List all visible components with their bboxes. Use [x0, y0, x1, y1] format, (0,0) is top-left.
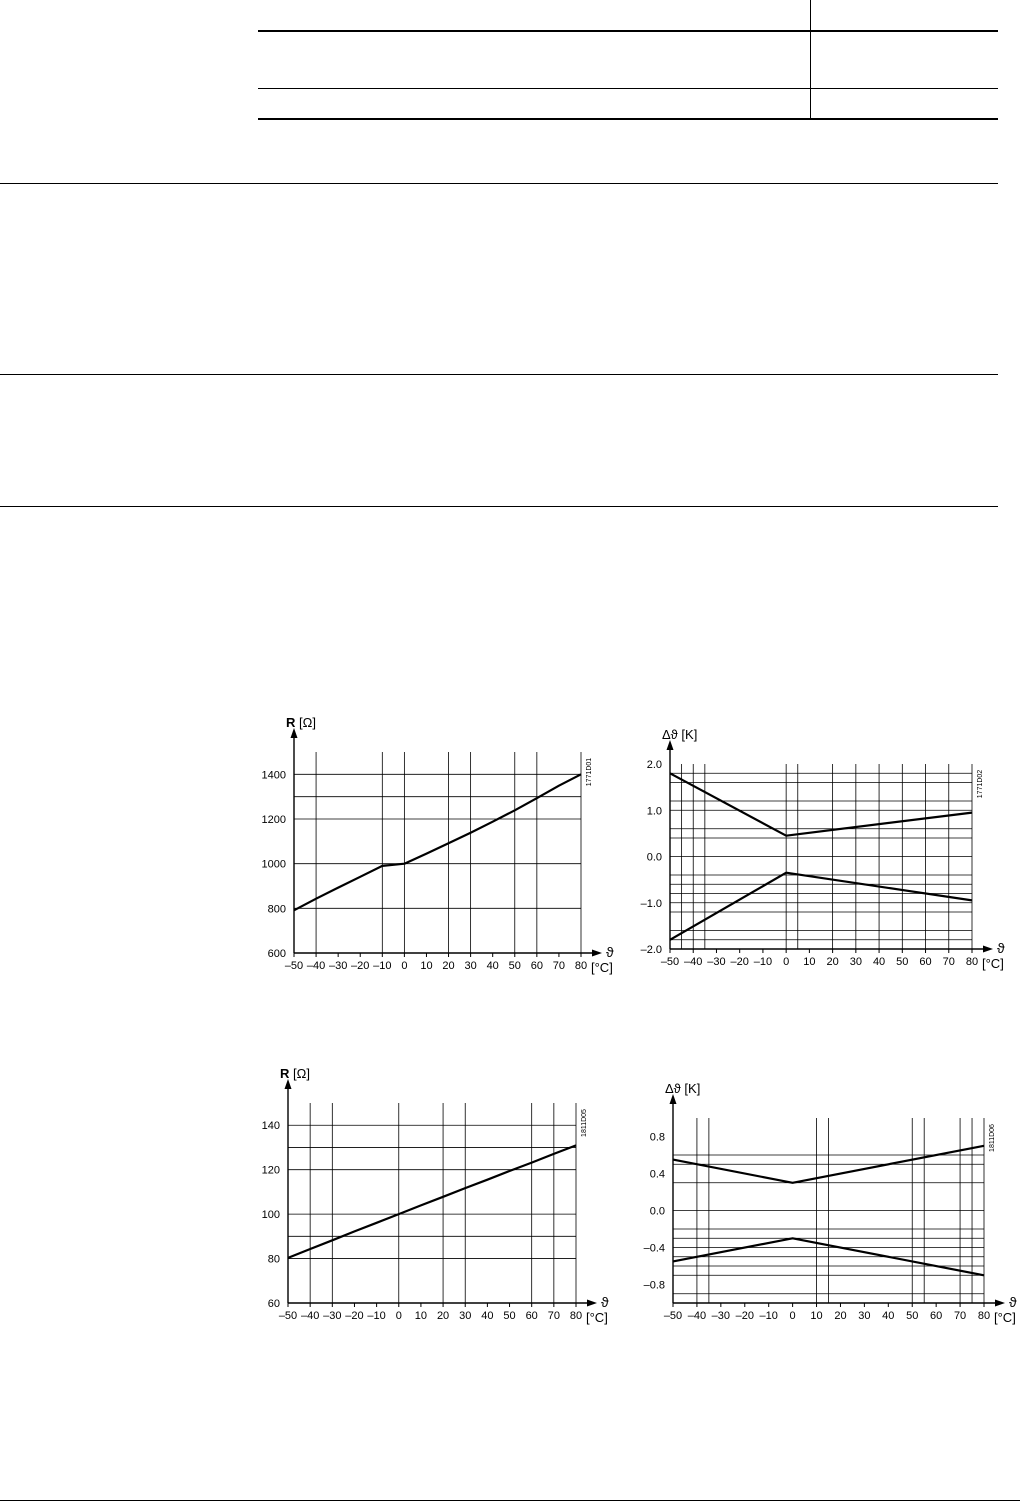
x-tick-label: –10 — [367, 1310, 386, 1322]
x-tick-label: –40 — [684, 956, 703, 968]
x-tick-label: 0 — [401, 960, 408, 972]
x-tick-label: 30 — [849, 956, 862, 968]
y-tick-label: 1.0 — [646, 805, 662, 818]
x-tick-label: 40 — [882, 1310, 895, 1322]
section-divider-2 — [0, 374, 998, 375]
x-tick-label: –40 — [306, 960, 326, 972]
y-tick-label: 140 — [261, 1120, 280, 1133]
x-tick-label: 0 — [395, 1310, 402, 1322]
figure-code: 1771D02 — [977, 769, 984, 799]
x-tick-label: 30 — [858, 1310, 871, 1322]
x-tick-label: 10 — [420, 960, 433, 972]
x-tick-label: –50 — [284, 960, 304, 972]
y-tick-label: 800 — [267, 903, 286, 916]
figure-code: 1811D06 — [989, 1124, 996, 1152]
x-tick-label: –20 — [345, 1310, 364, 1322]
x-tick-label: 80 — [569, 1310, 583, 1322]
y-tick-label: 600 — [267, 948, 286, 960]
x-tick-label: 0 — [783, 956, 790, 968]
x-tick-label: 60 — [530, 960, 543, 972]
x-tick-label: 60 — [919, 956, 932, 968]
x-tick-label: 70 — [547, 1310, 560, 1322]
figure-code: 1771D01 — [586, 757, 593, 787]
resistance-chart-ni1000 — [250, 710, 620, 980]
y-axis-label: Δϑ [K] — [662, 727, 698, 742]
x-tick-label: –20 — [351, 960, 370, 972]
x-tick-label: 80 — [965, 956, 979, 968]
series-line-2 — [670, 873, 972, 940]
x-tick-label: –30 — [707, 956, 726, 968]
y-tick-label: 0.8 — [649, 1131, 665, 1144]
x-tick-label: 20 — [834, 1310, 847, 1322]
y-tick-label: –0.4 — [643, 1242, 665, 1255]
table-vertical-divider — [810, 0, 811, 120]
page-footer-rule — [0, 1500, 1020, 1501]
x-tick-label: –20 — [735, 1310, 754, 1322]
x-tick-label: 40 — [481, 1310, 494, 1322]
y-tick-label: 1400 — [261, 769, 286, 782]
x-tick-label: 30 — [459, 1310, 472, 1322]
x-tick-label: 50 — [896, 956, 909, 968]
x-axis-unit: [°C] — [994, 1310, 1016, 1325]
y-tick-label: 1000 — [261, 858, 286, 871]
x-axis-arrow — [592, 950, 602, 957]
x-tick-label: 60 — [930, 1310, 943, 1322]
figure-code: 1811D05 — [581, 1109, 588, 1137]
y-tick-label: 120 — [261, 1164, 280, 1177]
y-axis-label: R [Ω] — [286, 715, 316, 730]
x-tick-label: –10 — [753, 956, 773, 968]
x-tick-label: 20 — [442, 960, 455, 972]
tolerance-chart-ni1000 — [620, 720, 1010, 982]
x-tick-label: 10 — [803, 956, 816, 968]
x-tick-label: 40 — [486, 960, 499, 972]
x-tick-label: 60 — [525, 1310, 538, 1322]
x-axis-arrow — [587, 1300, 597, 1307]
y-tick-label: 0.0 — [649, 1205, 665, 1218]
x-axis-arrow — [983, 946, 993, 953]
x-tick-label: 50 — [503, 1310, 516, 1322]
series-line-1 — [294, 774, 581, 910]
x-axis-symbol: ϑ — [606, 944, 614, 960]
y-axis-label: R [Ω] — [280, 1066, 310, 1081]
y-tick-label: 1200 — [261, 814, 286, 826]
x-tick-label: 50 — [508, 960, 521, 972]
x-tick-label: –30 — [328, 960, 348, 972]
x-tick-label: –30 — [711, 1310, 731, 1322]
y-tick-label: 0.4 — [649, 1168, 665, 1181]
x-tick-label: 30 — [464, 960, 477, 972]
x-tick-label: 10 — [414, 1310, 428, 1322]
x-tick-label: 70 — [942, 956, 955, 968]
series-line-1 — [288, 1145, 576, 1258]
x-tick-label: 0 — [789, 1310, 796, 1322]
x-tick-label: –20 — [730, 956, 749, 968]
x-tick-label: 80 — [574, 960, 588, 972]
y-tick-label: 100 — [261, 1209, 280, 1222]
x-tick-label: 40 — [872, 956, 886, 968]
x-axis-symbol: ϑ — [1009, 1294, 1017, 1310]
x-tick-label: –50 — [663, 1310, 683, 1322]
x-tick-label: –30 — [323, 1310, 342, 1322]
y-tick-label: –0.8 — [643, 1279, 665, 1292]
x-tick-label: –50 — [660, 956, 680, 968]
x-axis-arrow — [995, 1300, 1005, 1307]
y-tick-label: 80 — [267, 1253, 280, 1266]
section-divider-1 — [0, 183, 998, 184]
table-rule-bottom — [258, 118, 998, 120]
y-tick-label: –1.0 — [640, 897, 662, 910]
x-axis-unit: [°C] — [591, 960, 613, 975]
section-divider-3 — [0, 506, 998, 507]
table-rule-middle — [258, 88, 998, 89]
x-tick-label: 10 — [810, 1310, 823, 1322]
x-tick-label: 20 — [436, 1310, 450, 1322]
y-axis-label: Δϑ [K] — [665, 1081, 701, 1096]
x-tick-label: –40 — [300, 1310, 320, 1322]
y-tick-label: 2.0 — [646, 759, 662, 771]
x-tick-label: 20 — [826, 956, 839, 968]
x-axis-symbol: ϑ — [601, 1294, 609, 1310]
x-tick-label: –10 — [373, 960, 392, 972]
table-rule-top — [258, 30, 998, 32]
x-tick-label: –50 — [278, 1310, 298, 1322]
x-axis-symbol: ϑ — [997, 940, 1005, 956]
y-tick-label: 0.0 — [646, 851, 662, 864]
x-axis-unit: [°C] — [982, 956, 1004, 971]
x-tick-label: 70 — [953, 1310, 967, 1322]
x-tick-label: 80 — [977, 1310, 991, 1322]
x-tick-label: 50 — [906, 1310, 919, 1322]
tolerance-chart-pt100 — [620, 1072, 1020, 1334]
resistance-chart-pt100 — [250, 1060, 620, 1330]
y-tick-label: –2.0 — [640, 944, 662, 956]
x-tick-label: 70 — [552, 960, 566, 972]
x-tick-label: –10 — [759, 1310, 778, 1322]
x-tick-label: –40 — [687, 1310, 707, 1322]
x-axis-unit: [°C] — [586, 1310, 608, 1325]
y-tick-label: 60 — [267, 1298, 280, 1310]
